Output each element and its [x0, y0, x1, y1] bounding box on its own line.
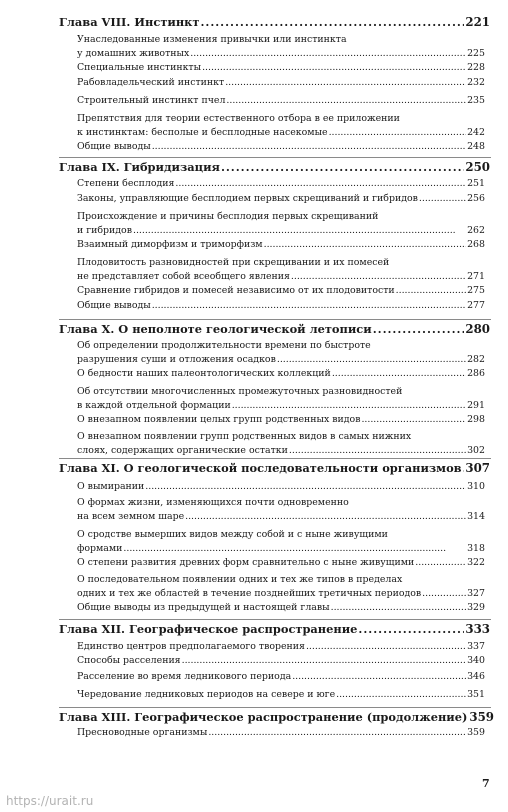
toc-line [59, 710, 495, 724]
dot-leader [358, 622, 464, 636]
dot-leader [133, 224, 466, 238]
dot-leader [221, 160, 464, 174]
dot-leader [185, 510, 466, 524]
entry-title-line: на всем земном шаре [77, 510, 185, 522]
page-ref: 359 [467, 727, 485, 738]
page-ref: 271 [467, 270, 485, 282]
entry-title-line: и гибридов [77, 224, 132, 236]
page-ref: 359 [469, 710, 495, 724]
toc-line [77, 61, 485, 75]
page-ref: 277 [467, 300, 485, 311]
toc-chapter [59, 15, 490, 29]
toc-line [77, 654, 485, 668]
toc-line [59, 322, 490, 336]
toc-entry [77, 284, 485, 298]
toc-line [77, 399, 485, 413]
dot-leader [415, 556, 466, 570]
toc-entry [77, 670, 485, 684]
toc-entry [77, 573, 485, 600]
toc-line [77, 339, 485, 353]
chapter-divider [59, 458, 491, 459]
toc-entry [77, 480, 485, 494]
toc-entry [77, 210, 485, 237]
entry-title-line: Способы расселения [77, 655, 181, 666]
entry-title-line: слоях, содержащих органические остатки [77, 444, 288, 456]
chapter-divider [59, 619, 491, 620]
page-ref: 337 [467, 641, 485, 652]
toc-line [77, 192, 485, 206]
toc-line [77, 76, 485, 90]
entry-title-line: Взаимный диморфизм и триморфизм [77, 239, 263, 250]
chapter-title: Глава XII. Географическое распространение [59, 622, 358, 636]
dot-leader [202, 61, 466, 75]
page-ref: 250 [465, 160, 490, 174]
page-ref: 275 [467, 285, 485, 296]
toc-line [77, 353, 485, 367]
toc-entry [77, 177, 485, 191]
entry-title-line: Чередование ледниковых периодов на севере и юге [77, 689, 336, 700]
entry-title-line: О вымирании [77, 481, 145, 492]
entry-title-line: Общие выводы из предыдущей и настоящей главы [77, 602, 330, 613]
toc-line [77, 33, 485, 47]
page-ref: 256 [467, 193, 485, 204]
entry-title-line: О бедности наших палеонтологических коллекций [77, 368, 331, 379]
toc-line [77, 688, 485, 702]
page-ref: 346 [467, 671, 485, 682]
dot-leader [182, 654, 466, 668]
dot-leader [264, 238, 466, 252]
entry-title-line: Общие выводы [77, 141, 151, 152]
toc-entry [77, 238, 485, 252]
entry-title-line: Расселение во время ледникового периода [77, 671, 292, 682]
page-ref: 291 [467, 399, 485, 411]
toc-entry [77, 140, 485, 154]
dot-leader [226, 94, 466, 108]
dot-leader [200, 15, 464, 29]
entry-title-line: Рабовладельческий инстинкт [77, 77, 225, 88]
chapter-title: Глава XI. О геологической последовательности организмов [59, 461, 462, 475]
toc-line [77, 177, 485, 191]
dot-leader [289, 444, 466, 458]
watermark-url: https://urait.ru [6, 794, 94, 808]
entry-title-line: Специальные инстинкты [77, 62, 202, 73]
entry-title-line: Пресноводные организмы [77, 727, 208, 738]
toc-line [77, 284, 485, 298]
dot-leader [123, 542, 466, 556]
entry-title-line: Степени бесплодия [77, 178, 175, 189]
toc-chapter [59, 622, 490, 636]
page-ref: 314 [467, 510, 485, 522]
toc-entry [77, 112, 485, 139]
dot-leader [145, 480, 466, 494]
toc-chapter [59, 160, 490, 174]
page-ref: 262 [467, 224, 485, 236]
toc-line [77, 112, 485, 126]
page-ref: 251 [467, 178, 485, 189]
dot-leader [232, 399, 466, 413]
toc-entry [77, 33, 485, 60]
page-ref: 327 [467, 587, 485, 599]
entry-title-line: Об отсутствии многочисленных промежуточных разновидностей [77, 386, 403, 397]
chapter-title: Глава VIII. Инстинкт [59, 15, 200, 29]
page-ref: 280 [465, 322, 490, 336]
toc-line [77, 299, 485, 313]
dot-leader [152, 140, 466, 154]
toc-line [77, 573, 485, 587]
chapter-divider [59, 319, 491, 320]
entry-title-line: не представляет собой всеобщего явления [77, 270, 290, 282]
page-ref: 302 [467, 444, 485, 456]
toc-line [77, 640, 485, 654]
chapter-divider [59, 707, 491, 708]
dot-leader [419, 192, 466, 206]
toc-line [77, 210, 485, 224]
chapter-title: Глава X. О неполноте геологической летописи [59, 322, 372, 336]
toc-line [77, 528, 485, 542]
page-ref: 248 [467, 141, 485, 152]
dot-leader [336, 688, 466, 702]
toc-entry [77, 430, 485, 457]
page-ref: 225 [467, 47, 485, 59]
page-ref: 333 [465, 622, 490, 636]
toc-line [77, 270, 485, 284]
entry-title-line: Об определении продолжительности времени по быстроте [77, 340, 371, 351]
toc-line [77, 556, 485, 570]
toc-entry [77, 94, 485, 108]
dot-leader [152, 299, 466, 313]
dot-leader [373, 322, 465, 336]
entry-title-line: О внезапном появлении целых групп родственных видов [77, 414, 361, 425]
toc-entry [77, 496, 485, 523]
entry-title-line: формами [77, 542, 123, 554]
toc-entry [77, 413, 485, 427]
toc-line [77, 496, 485, 510]
dot-leader [291, 270, 466, 284]
toc-entry [77, 367, 485, 381]
dot-leader [361, 413, 466, 427]
toc-line [77, 601, 485, 615]
toc-line [77, 47, 485, 61]
page-ref: 318 [467, 542, 485, 554]
entry-title-line: О последовательном появлении одних и тех же типов в пределах [77, 574, 403, 585]
toc-entry [77, 528, 485, 555]
page-ref: 228 [467, 62, 485, 73]
dot-leader [306, 640, 466, 654]
toc-chapter [59, 710, 495, 724]
toc-line [77, 444, 485, 458]
toc-line [77, 510, 485, 524]
entry-title-line: к инстинктам: бесполые и бесплодные насекомые [77, 126, 328, 138]
page-ref: 221 [465, 15, 490, 29]
entry-title-line: Плодовитость разновидностей при скрещивании и их помесей [77, 257, 390, 268]
page-ref: 322 [467, 557, 485, 568]
entry-title-line: О внезапном появлении групп родственных видов в самых нижних [77, 431, 412, 442]
page-ref: 340 [467, 655, 485, 666]
page-ref: 307 [465, 461, 490, 475]
toc-line [77, 385, 485, 399]
entry-title-line: одних и тех же областей в течение позднейших третичных периодов [77, 587, 422, 599]
toc-line [77, 256, 485, 270]
entry-title-line: в каждой отдельной формации [77, 399, 231, 411]
toc-entry [77, 601, 485, 615]
entry-title-line: разрушения суши и отложения осадков [77, 353, 276, 365]
page-ref: 351 [467, 689, 485, 700]
toc-entry [77, 385, 485, 412]
toc-entry [77, 192, 485, 206]
toc-line [77, 140, 485, 154]
toc-entry [77, 556, 485, 570]
dot-leader [329, 126, 467, 140]
toc-line [59, 622, 490, 636]
toc-line [59, 15, 490, 29]
toc-entry [77, 76, 485, 90]
toc-entry [77, 688, 485, 702]
entry-title-line: Унаследованные изменения привычки или инстинкта [77, 34, 347, 45]
toc-line [77, 726, 485, 740]
toc-line [77, 413, 485, 427]
dot-leader [225, 76, 466, 90]
entry-title-line: Законы, управляющие бесплодием первых скрещиваний и гибридов [77, 193, 418, 204]
page-ref: 232 [467, 77, 485, 88]
chapter-title: Глава IX. Гибридизация [59, 160, 220, 174]
entry-title-line: Единство центров предполагаемого творения [77, 641, 305, 652]
entry-title-line: Сравнение гибридов и помесей независимо от их плодовитости [77, 285, 395, 296]
toc-entry [77, 256, 485, 283]
dot-leader [331, 601, 466, 615]
toc-line [77, 542, 485, 556]
page-ref: 242 [467, 126, 485, 138]
dot-leader [277, 353, 466, 367]
chapter-title: Глава XIII. Географическое распространение (продолжение) [59, 710, 468, 724]
page-ref: 235 [467, 95, 485, 106]
entry-title-line: О степени развития древних форм сравнительно с ныне живущими [77, 557, 415, 568]
entry-title-line: Общие выводы [77, 300, 151, 311]
page-ref: 329 [467, 602, 485, 613]
toc-entry [77, 61, 485, 75]
toc-line [77, 480, 485, 494]
toc-entry [77, 339, 485, 366]
entry-title-line: Строительный инстинкт пчел [77, 95, 226, 106]
entry-title-line: О формах жизни, изменяющихся почти одновременно [77, 497, 349, 508]
toc-chapter [59, 461, 490, 475]
page-ref: 310 [467, 481, 485, 492]
toc-line [77, 367, 485, 381]
page-ref: 286 [467, 368, 485, 379]
entry-title-line: Происхождение и причины бесплодия первых скрещиваний [77, 211, 379, 222]
page-ref: 298 [467, 414, 485, 425]
entry-title-line: у домашних животных [77, 47, 190, 59]
toc-line [77, 126, 485, 140]
toc-line [59, 160, 490, 174]
toc-entry [77, 654, 485, 668]
toc-entry [77, 299, 485, 313]
toc-line [59, 461, 490, 475]
toc-line [77, 94, 485, 108]
toc-entry [77, 726, 485, 740]
page-ref: 282 [467, 353, 485, 365]
dot-leader [292, 670, 466, 684]
toc-line [77, 587, 485, 601]
dot-leader [422, 587, 466, 601]
page-number: 7 [482, 777, 490, 790]
dot-leader [396, 284, 466, 298]
dot-leader [190, 47, 466, 61]
toc-chapter [59, 322, 490, 336]
toc-line [77, 238, 485, 252]
toc-line [77, 670, 485, 684]
dot-leader [332, 367, 466, 381]
page-ref: 268 [467, 239, 485, 250]
entry-title-line: Препятствия для теории естественного отбора в ее приложении [77, 113, 400, 124]
toc-line [77, 224, 485, 238]
toc-entry [77, 640, 485, 654]
entry-title-line: О сродстве вымерших видов между собой и с ныне живущими [77, 529, 388, 540]
dot-leader [208, 726, 466, 740]
dot-leader [175, 177, 466, 191]
dot-leader [463, 461, 465, 475]
toc-line [77, 430, 485, 444]
chapter-divider [59, 157, 491, 158]
